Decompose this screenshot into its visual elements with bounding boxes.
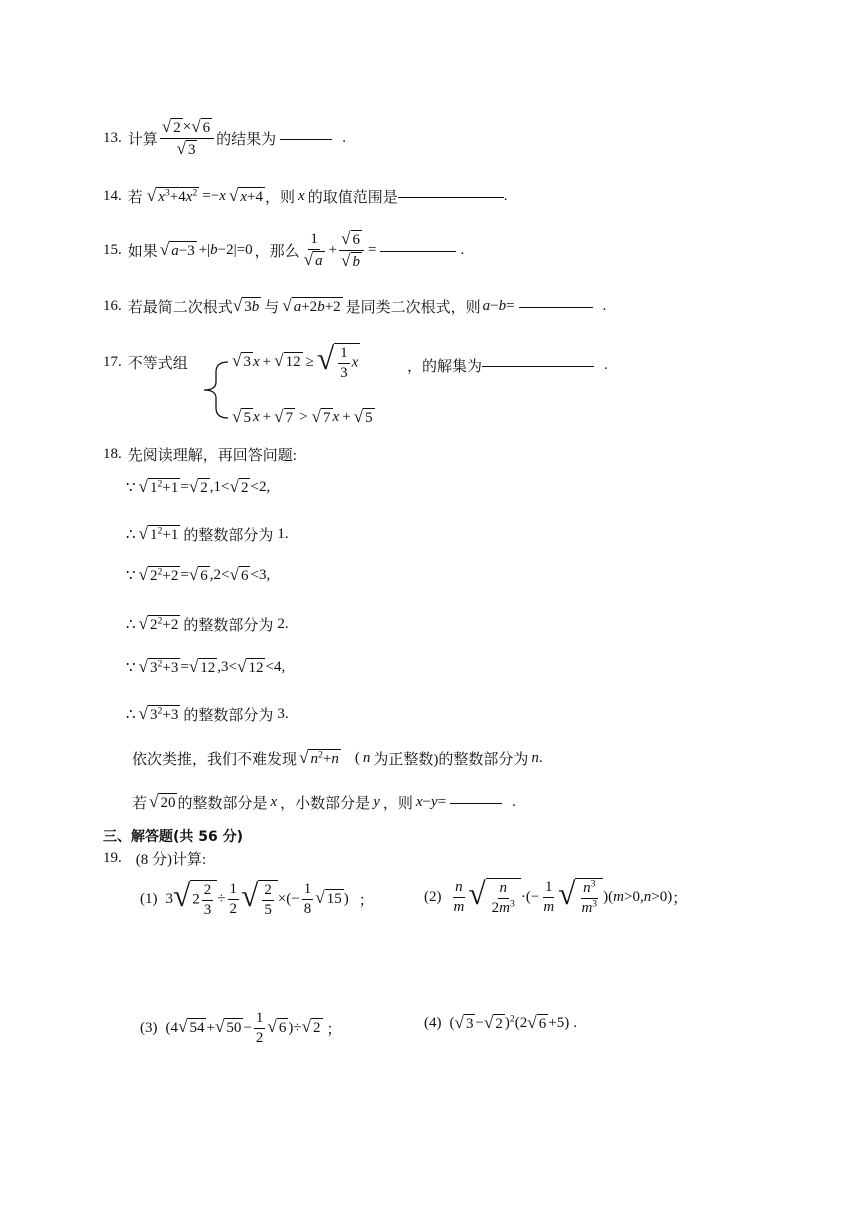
question-text: 的整数部分是	[177, 796, 268, 812]
question-text: 的取值范围是	[307, 190, 398, 206]
radical: √ 3b	[232, 295, 260, 315]
question-text: 的整数部分为	[183, 708, 274, 724]
period: .	[604, 357, 608, 373]
question-14: 14. 若 √ $x^3+4x^2$ =−x √ x+4 ，则 x 的取值范围是 .	[103, 185, 508, 206]
reasoning-line: ∴ √ $1^2+1$ 的整数部分为 1.	[126, 523, 289, 544]
inequality-1: √ 3 x + √ 12 ≥ √ $\frac{1}{3}$ x	[232, 341, 359, 381]
part-label: (1)	[140, 890, 158, 907]
period: .	[512, 794, 516, 810]
semicolon: ；	[326, 1021, 342, 1038]
semicolon: ；	[358, 892, 374, 909]
brace-icon	[200, 360, 230, 420]
question-text: 若最简二次根式	[127, 300, 233, 316]
reasoning-line: ∵ √ $3^2+3$ = √ 12 ,3< √ 12 <4,	[126, 657, 286, 677]
result: 2.	[277, 616, 289, 632]
radical: √ x+4	[228, 185, 263, 205]
problem-3: (3) (4 √ 54 + √ 50 − $\frac{1}{2}$ √ 6 )÷ √ 2 ；	[140, 1010, 342, 1046]
period: .	[460, 242, 465, 259]
question-text: 的整数部分为	[183, 528, 274, 544]
reasoning-line: ∵ √ $1^2+1$ = √ 2 ,1< √ 2 <2,	[126, 477, 271, 497]
question-text: (8 分)计算:	[135, 852, 207, 868]
question-number: 13.	[103, 130, 122, 147]
question-text: 不等式组	[127, 356, 188, 372]
question-16: 16. 若最简二次根式 √ 3b 与 √ a+2b+2 是同类二次根式，则 a−b= .	[103, 295, 607, 316]
question-15: 15. 如果 √ a−3 +|b−2|=0 ，那么 1 √ a + √ 6 √ b = .	[103, 229, 465, 271]
question-text: 计算	[127, 132, 158, 149]
part-label: (4)	[424, 1015, 442, 1032]
question-text: ，则	[265, 190, 296, 206]
question-text: ，则	[382, 796, 413, 812]
question-text: 的整数部分为	[183, 618, 274, 634]
section-title: 三、解答题(共 56 分)	[103, 829, 244, 845]
question-text: 依次类推，我们不难发现	[132, 752, 298, 768]
inequality-2: √ 5 x + √ 7 > √ 7 x + √ 5	[232, 407, 373, 426]
question-text: 是同类二次根式，则	[345, 300, 481, 316]
question-18-ask: 若 √ 20 的整数部分是 x ，小数部分是 y ，则 x−y= .	[132, 791, 516, 812]
question-number: 16.	[103, 298, 122, 314]
problem-2: (2) $\frac{n}{m}$ √ $\frac{n}{2m^3}$ ·(− $\frac{1}{m}$ √ $\frac{n^3}{m^3}$ )(m>0,n>0) ；	[424, 876, 688, 916]
fraction: √ 2 × √ 6 √ 3	[160, 118, 214, 160]
result: 3.	[277, 706, 289, 722]
question-text: ，那么	[254, 244, 300, 261]
question-text: 与	[264, 300, 280, 316]
period: .	[342, 130, 346, 147]
question-text: 若	[127, 190, 143, 206]
radical: √ a−3	[159, 240, 195, 260]
answer-blank	[380, 250, 456, 252]
semicolon: ；	[672, 890, 688, 907]
answer-blank	[398, 196, 504, 198]
question-number: 18.	[103, 446, 122, 462]
answer-blank	[450, 802, 502, 804]
generalization-line: 依次类推，我们不难发现 √ $n^2+n$ ( n 为正整数)的整数部分为 n .	[132, 747, 543, 768]
question-text: 如果	[127, 244, 158, 261]
period: .	[573, 1015, 577, 1032]
variable: x	[298, 188, 305, 204]
radical: √ $x^3+4x^2$	[146, 185, 198, 205]
question-text: ，的解集为	[407, 359, 483, 375]
radical: √ a+2b+2	[282, 295, 341, 315]
question-number: 17.	[103, 354, 122, 370]
question-number: 15.	[103, 242, 122, 259]
question-text: 为正整数)的整数部分为	[373, 752, 529, 768]
reasoning-line: ∴ √ $3^2+3$ 的整数部分为 3.	[126, 703, 289, 724]
question-18	[103, 444, 297, 465]
question-text: ，小数部分是	[280, 796, 371, 812]
answer-blank	[519, 306, 593, 308]
question-17	[103, 352, 188, 373]
question-19	[103, 848, 206, 869]
part-label: (3)	[140, 1019, 158, 1036]
fraction: √ 6 √ b	[339, 230, 364, 272]
result: 1.	[277, 526, 289, 542]
question-13	[103, 118, 346, 160]
question-text: 的结果为	[216, 132, 277, 149]
period: .	[503, 188, 508, 204]
question-text: 若	[132, 796, 148, 812]
answer-blank	[280, 138, 332, 140]
question-number: 14.	[103, 188, 122, 204]
question-text: 先阅读理解，再回答问题:	[127, 448, 297, 464]
period: .	[602, 298, 607, 314]
problem-1: (1) 3 √ 2 $\frac{2}{3}$ ÷ $\frac{1}{2}$ √ $\frac{2}{5}$ ×(− $\frac{1}{8}$ √ 15 ) ；	[140, 878, 374, 918]
part-label: (2)	[424, 888, 442, 905]
question-number: 19.	[103, 850, 122, 866]
reasoning-line: ∴ √ $2^2+2$ 的整数部分为 2.	[126, 613, 289, 634]
fraction: 1 √ a	[303, 231, 323, 269]
problem-4: (4) ( √ 3 − √ 2 )$^2$(2 √ 6 +5) .	[424, 1013, 577, 1032]
answer-blank	[482, 365, 594, 367]
question-17-tail	[407, 355, 608, 376]
reasoning-line: ∵ √ $2^2+2$ = √ 6 ,2< √ 6 <3,	[126, 565, 271, 585]
